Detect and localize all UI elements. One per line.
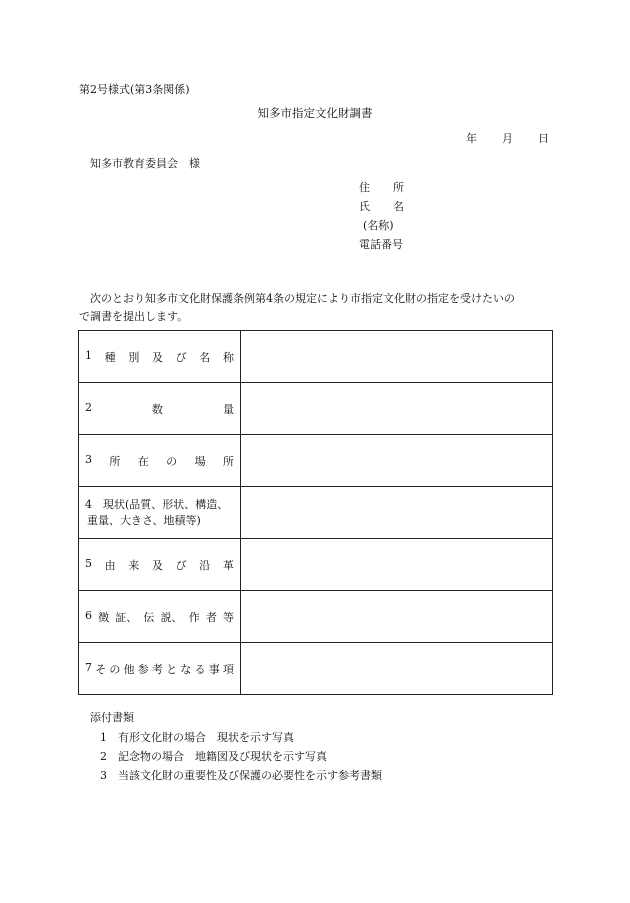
row-label-char: の — [166, 454, 178, 468]
row-label-char: 種 — [104, 350, 116, 364]
address-label-b: 所 — [393, 181, 404, 194]
row-value-field[interactable] — [241, 383, 553, 435]
row-label-char: 数 — [152, 402, 163, 416]
phone-label: 電話番号 — [359, 238, 403, 251]
row-label-cell — [79, 487, 241, 539]
row-label-char: 別 — [128, 350, 140, 364]
name-label-b: 名 — [393, 200, 404, 213]
attachment-item — [100, 747, 382, 766]
form-number: 第2号様式(第3条関係) — [79, 83, 190, 96]
row-label-char: 参 — [137, 662, 149, 676]
row-value-field[interactable] — [241, 539, 553, 591]
row-label — [85, 453, 234, 469]
date-day-label: 日 — [538, 132, 549, 145]
row-label-cell — [79, 435, 241, 487]
attachment-text: 当該文化財の重要性及び保護の必要性を示す参考書類 — [118, 769, 382, 782]
row-label-char: 由 — [104, 558, 116, 572]
table-row — [79, 591, 553, 643]
row-label-char: 1 — [85, 348, 92, 362]
row-label — [85, 557, 234, 573]
row-label-char: 徴 — [98, 610, 110, 624]
row-label-char: 考 — [151, 662, 163, 676]
table-row — [79, 383, 553, 435]
row-label-char: 5 — [85, 556, 92, 570]
applicant-block — [355, 178, 415, 254]
row-value-field[interactable] — [241, 591, 553, 643]
applicant-org-row — [355, 216, 415, 235]
row-label — [85, 661, 234, 677]
intro-paragraph — [79, 290, 554, 326]
row-label-char: る — [194, 662, 206, 676]
row-label — [85, 497, 234, 529]
attachment-number: 3 — [100, 769, 107, 782]
row-label-cell — [79, 539, 241, 591]
row-label-char: 来 — [128, 558, 140, 572]
attachment-number: 1 — [100, 731, 107, 744]
attachment-item — [100, 728, 382, 747]
applicant-phone-row — [355, 235, 415, 254]
row-label-char: 所 — [109, 454, 121, 468]
row-label-char: 事 — [208, 662, 220, 676]
table-row — [79, 643, 553, 695]
row-label-line-2: 重量、大きさ、地積等) — [87, 513, 201, 527]
date-year-label: 年 — [466, 132, 477, 145]
row-label-char: そ — [95, 662, 107, 676]
attachment-text: 有形文化財の場合 現状を示す写真 — [118, 731, 294, 744]
applicant-name-row — [355, 197, 415, 216]
attachments-list — [100, 728, 382, 785]
row-label-char: 沿 — [199, 558, 211, 572]
attachment-number: 2 — [100, 750, 107, 763]
row-value-field[interactable] — [241, 643, 553, 695]
row-value-field[interactable] — [241, 487, 553, 539]
row-label-char: 6 — [85, 608, 92, 622]
org-label: (名称) — [363, 219, 394, 232]
address-label-a: 住 — [359, 181, 370, 194]
addressee: 知多市教育委員会 様 — [90, 157, 200, 170]
row-label-char: 3 — [85, 452, 92, 466]
row-label-cell — [79, 591, 241, 643]
attachment-text: 記念物の場合 地籍図及び現状を示す写真 — [118, 750, 327, 763]
row-label-char: 場 — [194, 454, 206, 468]
row-label-char: 者 — [205, 610, 217, 624]
row-label-char: 量 — [223, 402, 234, 416]
row-label-char: 説、 — [160, 610, 183, 624]
table-row — [79, 331, 553, 383]
row-label-char: 所 — [222, 454, 234, 468]
row-label-char: 革 — [222, 558, 234, 572]
row-label-char: び — [175, 558, 187, 572]
table-row — [79, 487, 553, 539]
row-label-char: 証、 — [115, 610, 138, 624]
row-label-char: 及 — [151, 558, 163, 572]
row-label — [85, 401, 234, 417]
row-label-char: 項 — [222, 662, 234, 676]
row-label — [85, 609, 234, 625]
survey-table — [78, 330, 553, 695]
name-label-a: 氏 — [359, 200, 370, 213]
row-label-cell — [79, 643, 241, 695]
table-row — [79, 539, 553, 591]
row-label-char: 他 — [123, 662, 135, 676]
row-label-cell — [79, 331, 241, 383]
row-label-char: 称 — [222, 350, 234, 364]
row-label-char: 伝 — [143, 610, 155, 624]
attachment-item — [100, 766, 382, 785]
row-label-char: な — [180, 662, 192, 676]
row-value-field[interactable] — [241, 435, 553, 487]
row-label-char: 7 — [85, 660, 92, 674]
row-label-char: と — [166, 662, 178, 676]
row-label — [85, 349, 234, 365]
row-label-char: 2 — [85, 400, 92, 414]
row-label-line-1: 4 現状(品質、形状、構造、 — [85, 497, 229, 511]
row-label-char: 在 — [137, 454, 149, 468]
row-label-char: 名 — [199, 350, 211, 364]
row-label-char: の — [109, 662, 121, 676]
table-row — [79, 435, 553, 487]
row-label-char: 等 — [222, 610, 234, 624]
row-label-cell — [79, 383, 241, 435]
date-month-label: 月 — [502, 132, 513, 145]
row-label-char: 作 — [188, 610, 200, 624]
intro-line-2: で調書を提出します。 — [79, 310, 189, 323]
applicant-address-row — [355, 178, 415, 197]
document-title: 知多市指定文化財調書 — [257, 106, 373, 120]
intro-line-1: 次のとおり知多市文化財保護条例第4条の規定により市指定文化財の指定を受けたいの — [90, 292, 515, 305]
row-label-char: び — [175, 350, 187, 364]
row-value-field[interactable] — [241, 331, 553, 383]
row-label-char: 及 — [151, 350, 163, 364]
attachments-heading: 添付書類 — [90, 711, 134, 724]
